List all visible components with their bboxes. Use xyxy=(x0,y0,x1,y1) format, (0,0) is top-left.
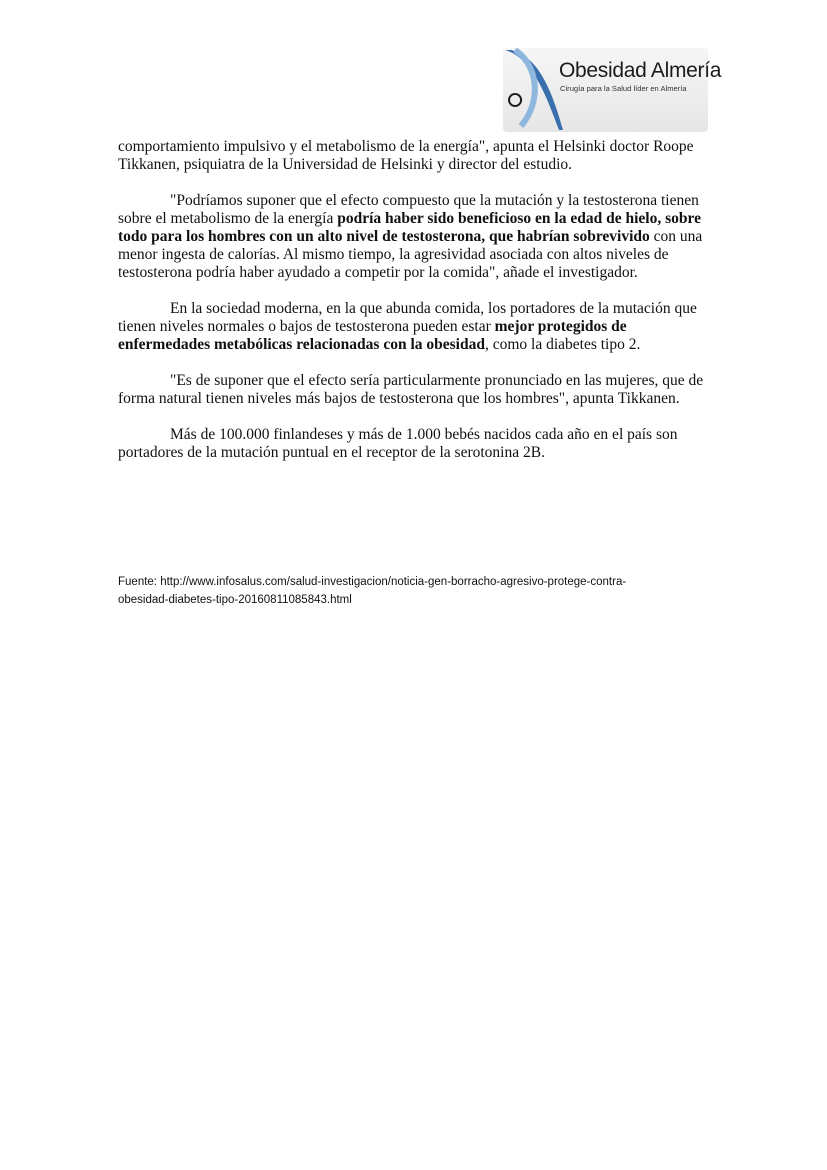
paragraph-5-text: Más de 100.000 finlandeses y más de 1.000 bebés nacidos cada año en el país son portadores de la mutación puntual en el receptor de la serotonina 2B. xyxy=(118,426,678,461)
paragraph-2-text-a: "Podríamos suponer que el efecto compuesto que la mutación y la testosterona tienen sobre el metabolismo de la energía xyxy=(118,192,699,227)
paragraph-1-text: comportamiento impulsivo y el metabolismo de la energía", apunta el Helsinki doctor Roope Tikkanen, psiquiatra de la Universidad de Helsinki y director del estudio. xyxy=(118,138,694,173)
paragraph-2-text-b: con una menor ingesta de calorías. Al mismo tiempo, la agresividad asociada con altos niveles de testosterona podría haber ayudado a competir por la comida", añade el investigador. xyxy=(118,228,703,281)
source-line-1: Fuente: http://www.infosalus.com/salud-investigacion/noticia-gen-borracho-agresivo-protege-contra- xyxy=(118,576,627,588)
logo-arcs-icon xyxy=(503,48,563,132)
obesidad-almeria-logo xyxy=(503,48,722,132)
article-body xyxy=(118,138,722,480)
logo-brand-name: Obesidad Almería xyxy=(559,59,722,82)
source-line-2: obesidad-diabetes-tipo-20160811085843.html xyxy=(118,594,352,606)
paragraph-1 xyxy=(118,138,722,174)
source-citation xyxy=(118,573,718,609)
paragraph-5 xyxy=(118,426,722,462)
paragraph-3-bold: mejor protegidos de enfermedades metabólicas relacionadas con la obesidad xyxy=(118,318,627,353)
paragraph-3-text-b: , como la diabetes tipo 2. xyxy=(484,336,641,353)
paragraph-2 xyxy=(118,192,722,282)
logo-tagline: Cirugía para la Salud líder en Almería xyxy=(560,84,687,93)
paragraph-4-text: "Es de suponer que el efecto sería particularmente pronunciado en las mujeres, que de forma natural tienen niveles más bajos de testosterona que los hombres", apunta Tikkanen. xyxy=(118,372,704,407)
paragraph-4 xyxy=(118,372,722,408)
paragraph-3-text-a: En la sociedad moderna, en la que abunda comida, los portadores de la mutación que tienen niveles normales o bajos de testosterona pueden estar xyxy=(118,300,697,335)
paragraph-2-bold: podría haber sido beneficioso en la edad de hielo, sobre todo para los hombres con un alto nivel de testosterona, que habrían sobrevivido xyxy=(118,210,701,245)
paragraph-3 xyxy=(118,300,722,354)
